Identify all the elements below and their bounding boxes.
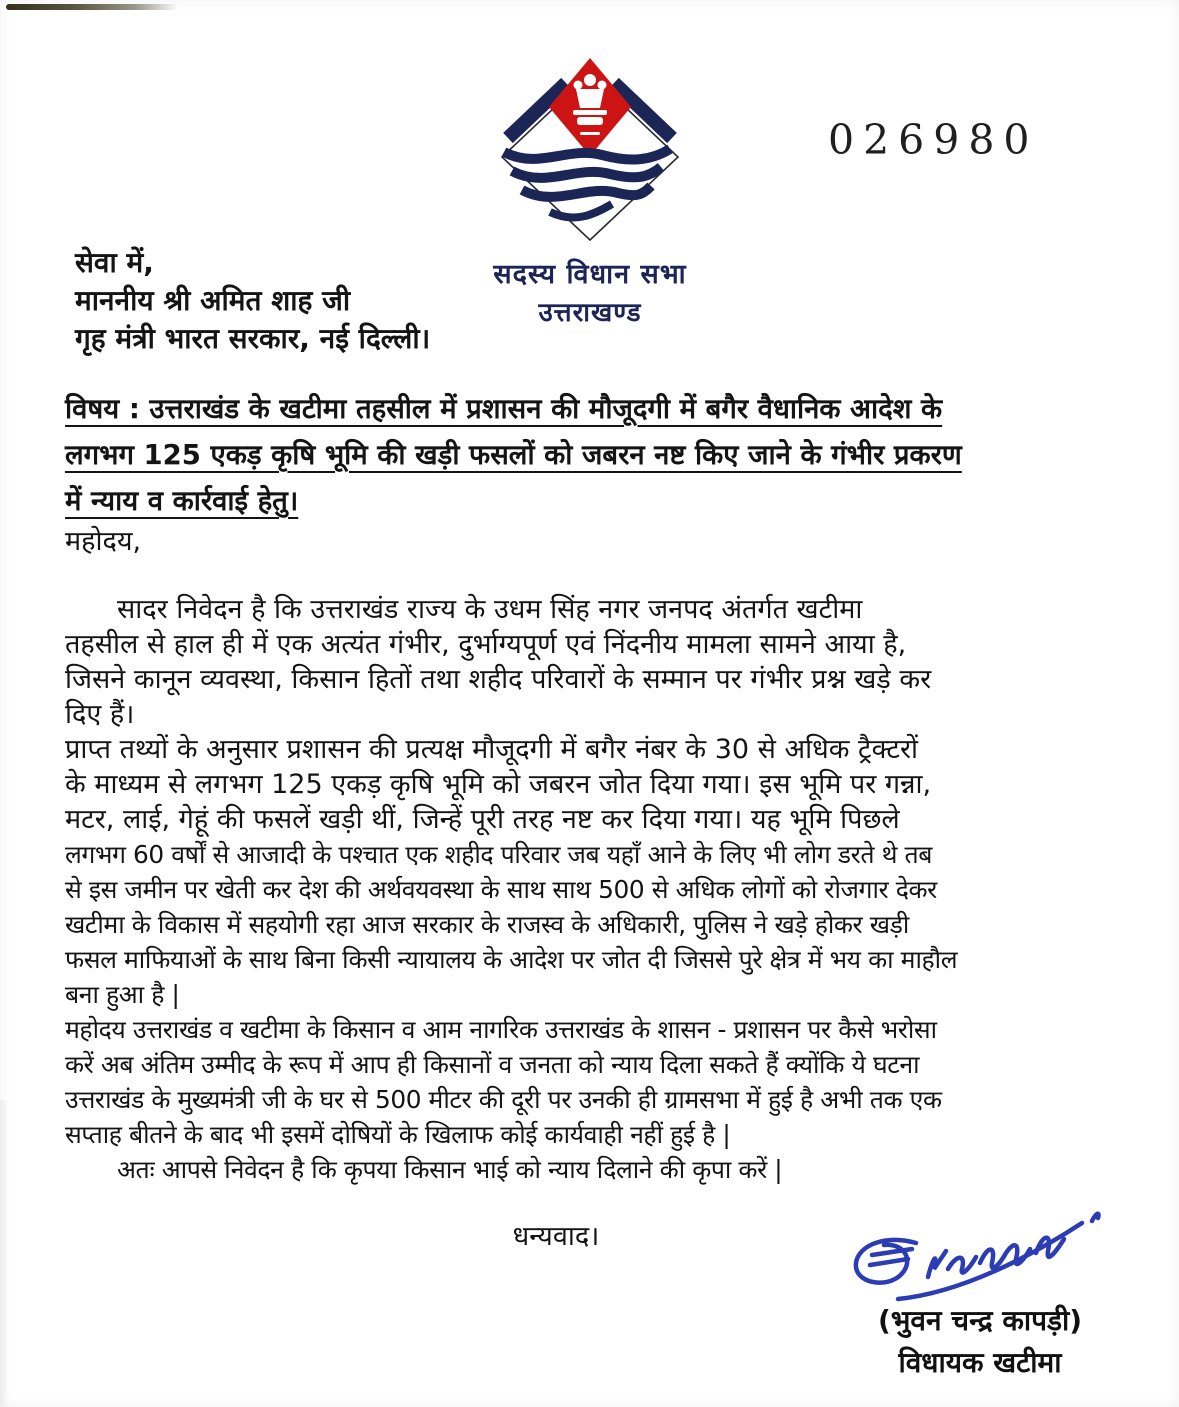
body-line: मटर, लाई, गेहूं की फसलें खड़ी थीं, जिन्हें पूरी तरह नष्ट कर दिया गया। यह भूमि पिछले: [65, 804, 900, 835]
body-line: लगभग 60 वर्षों से आजादी के पश्चात एक शहीद परिवार जब यहाँ आने के लिए भी लोग डरते थे तब: [65, 840, 933, 869]
serial-number: 026980: [828, 116, 1039, 164]
emblem-caption-line1: सदस्य विधान सभा: [493, 259, 687, 290]
signature-block: [800, 1205, 1160, 1381]
body-line: खटीमा के विकास में सहयोगी रहा आज सरकार के राजस्व के अधिकारी, पुलिस ने खड़े होकर खड़ी: [65, 910, 909, 939]
recipient-address: [75, 244, 430, 358]
request-line: अतः आपसे निवेदन है कि कृपया किसान भाई को न्याय दिलाने की कृपा करें |: [117, 1155, 783, 1184]
greeting: महोदय,: [65, 526, 142, 557]
body-line: बना हुआ है |: [65, 980, 180, 1009]
paragraph-1: [65, 592, 1117, 732]
scan-edge-shadow: [0, 1100, 9, 1407]
letter-body: [65, 524, 1117, 1254]
paragraph-2: [65, 732, 1117, 1012]
signatory-title: विधायक खटीमा: [898, 1346, 1062, 1379]
body-line: प्राप्त तथ्यों के अनुसार प्रशासन की प्रत्यक्ष मौजूदगी में बगैर नंबर के 30 से अधिक ट्रैक्टरों: [65, 734, 919, 765]
subject-line: में न्याय व कार्रवाई हेतु।: [65, 485, 299, 517]
body-line: जिसने कानून व्यवस्था, किसान हितों तथा शहीद परिवारों के सम्मान पर गंभीर प्रश्न खड़े कर: [65, 664, 932, 695]
body-line: तहसील से हाल ही में एक अत्यंत गंभीर, दुर्भाग्यपूर्ण एवं निंदनीय मामला सामने आया है,: [65, 629, 907, 660]
recipient-line: सेवा में,: [75, 246, 154, 279]
letterhead-emblem: [478, 52, 702, 329]
scan-artifact-line: [6, 4, 178, 10]
body-line: महोदय उत्तराखंड व खटीमा के किसान व आम नागरिक उत्तराखंड के शासन - प्रशासन पर कैसे भरोसा: [65, 1015, 937, 1044]
paragraph-3: [65, 1012, 1117, 1152]
body-line: दिए हैं।: [65, 699, 135, 730]
recipient-line: गृह मंत्री भारत सरकार, नई दिल्ली।: [75, 322, 431, 355]
handwritten-signature: [820, 1205, 1140, 1305]
body-line: उत्तराखंड के मुख्यमंत्री जी के घर से 500 मीटर की दूरी पर उनकी ही ग्रामसभा में हुई है अभी तक एक: [65, 1085, 942, 1114]
subject-block: [65, 386, 1083, 524]
subject-line: विषय : उत्तराखंड के खटीमा तहसील में प्रशासन की मौजूदगी में बगैर वैधानिक आदेश के: [65, 393, 943, 425]
subject-line: लगभग 125 एकड़ कृषि भूमि की खड़ी फसलों को जबरन नष्ट किए जाने के गंभीर प्रकरण: [65, 439, 962, 471]
emblem-caption-line2: उत्तराखण्ड: [538, 298, 642, 328]
recipient-line: माननीय श्री अमित शाह जी: [75, 284, 351, 317]
body-line: से इस जमीन पर खेती कर देश की अर्थवयवस्था के साथ साथ 500 से अधिक लोगों को रोजगार देकर: [65, 875, 937, 904]
body-line: के माध्यम से लगभग 125 एकड़ कृषि भूमि को जबरन जोत दिया गया। इस भूमि पर गन्ना,: [65, 769, 932, 800]
body-line: सादर निवेदन है कि उत्तराखंड राज्य के उधम सिंह नगर जनपद अंतर्गत खटीमा: [117, 594, 863, 625]
uttarakhand-emblem-icon: [487, 52, 693, 242]
signatory-name: (भुवन चन्द्र कापड़ी): [877, 1304, 1083, 1337]
body-line: सप्ताह बीतने के बाद भी इसमें दोषियों के खिलाफ कोई कार्यवाही नहीं हुई है |: [65, 1120, 731, 1149]
thanks-line: धन्यवाद।: [512, 1221, 600, 1252]
body-line: फसल माफियाओं के साथ बिना किसी न्यायालय के आदेश पर जोत दी जिससे पुरे क्षेत्र में भय का माहौल: [65, 945, 958, 974]
body-line: करें अब अंतिम उम्मीद के रूप में आप ही किसानों व जनता को न्याय दिला सकते हैं क्योंकि ये घटना: [65, 1050, 920, 1079]
